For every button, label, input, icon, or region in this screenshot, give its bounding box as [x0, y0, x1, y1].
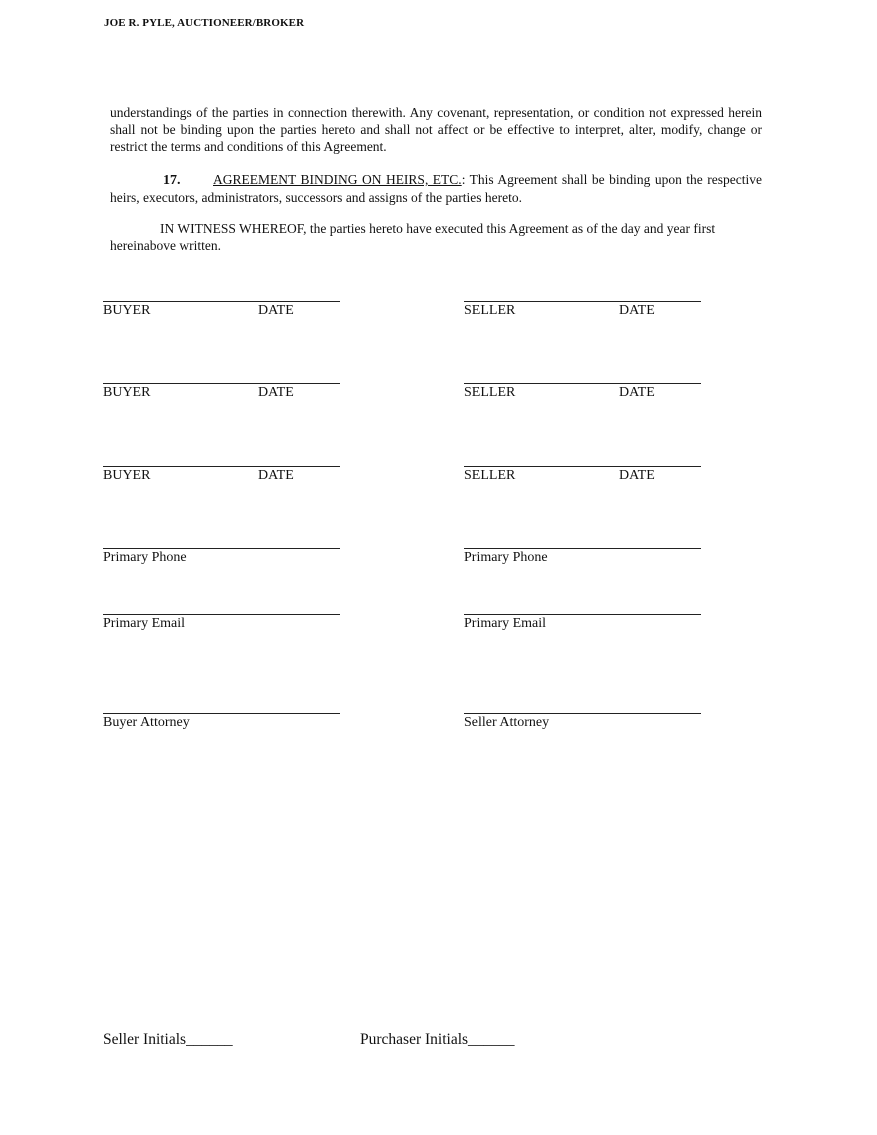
section-number: 17.	[163, 173, 181, 188]
buyer-signature-line-1	[103, 301, 340, 302]
buyer-label: BUYER	[103, 385, 151, 400]
seller-signature-line-2	[464, 383, 701, 384]
buyer-signature-line-3	[103, 466, 340, 467]
purchaser-initials: Purchaser Initials______	[360, 1031, 515, 1048]
buyer-attorney-line	[103, 713, 340, 714]
buyer-label: BUYER	[103, 303, 151, 318]
page-header: JOE R. PYLE, AUCTIONEER/BROKER	[104, 17, 305, 29]
date-label: DATE	[619, 468, 655, 483]
witness-text: IN WITNESS WHEREOF, the parties hereto have executed this Agreement as of the day and year first hereinabove written.	[110, 221, 716, 253]
seller-phone-label: Primary Phone	[464, 550, 548, 565]
seller-label: SELLER	[464, 303, 516, 318]
witness-paragraph	[110, 220, 762, 254]
seller-phone-line	[464, 548, 701, 549]
buyer-email-label: Primary Email	[103, 616, 186, 631]
buyer-phone-label: Primary Phone	[103, 550, 187, 565]
buyer-phone-line	[103, 548, 340, 549]
date-label: DATE	[619, 303, 655, 318]
seller-attorney-label: Seller Attorney	[464, 715, 550, 730]
buyer-attorney-label: Buyer Attorney	[103, 715, 190, 730]
seller-attorney-line	[464, 713, 701, 714]
date-label: DATE	[258, 385, 294, 400]
seller-initials: Seller Initials______	[103, 1031, 233, 1048]
seller-email-line	[464, 614, 701, 615]
seller-label: SELLER	[464, 385, 516, 400]
paragraph-continuation: understandings of the parties in connection therewith. Any covenant, representation, or condition not expressed herein shall not be binding upon the parties hereto and shall not affect or be effective to interpret, alter, modify, change or restrict the terms and conditions of this Agreement.	[110, 105, 762, 154]
date-label: DATE	[619, 385, 655, 400]
date-label: DATE	[258, 303, 294, 318]
buyer-signature-line-2	[103, 383, 340, 384]
section-17	[110, 171, 762, 206]
buyer-email-line	[103, 614, 340, 615]
buyer-label: BUYER	[103, 468, 151, 483]
section-heading: AGREEMENT BINDING ON HEIRS, ETC.	[213, 172, 462, 187]
seller-signature-line-3	[464, 466, 701, 467]
seller-signature-line-1	[464, 301, 701, 302]
seller-label: SELLER	[464, 468, 516, 483]
seller-email-label: Primary Email	[464, 616, 547, 631]
date-label: DATE	[258, 468, 294, 483]
section-body: : This Agreement shall be binding upon the respective heirs, executors, administrators, successors and assigns of the parties hereto.	[110, 172, 762, 205]
